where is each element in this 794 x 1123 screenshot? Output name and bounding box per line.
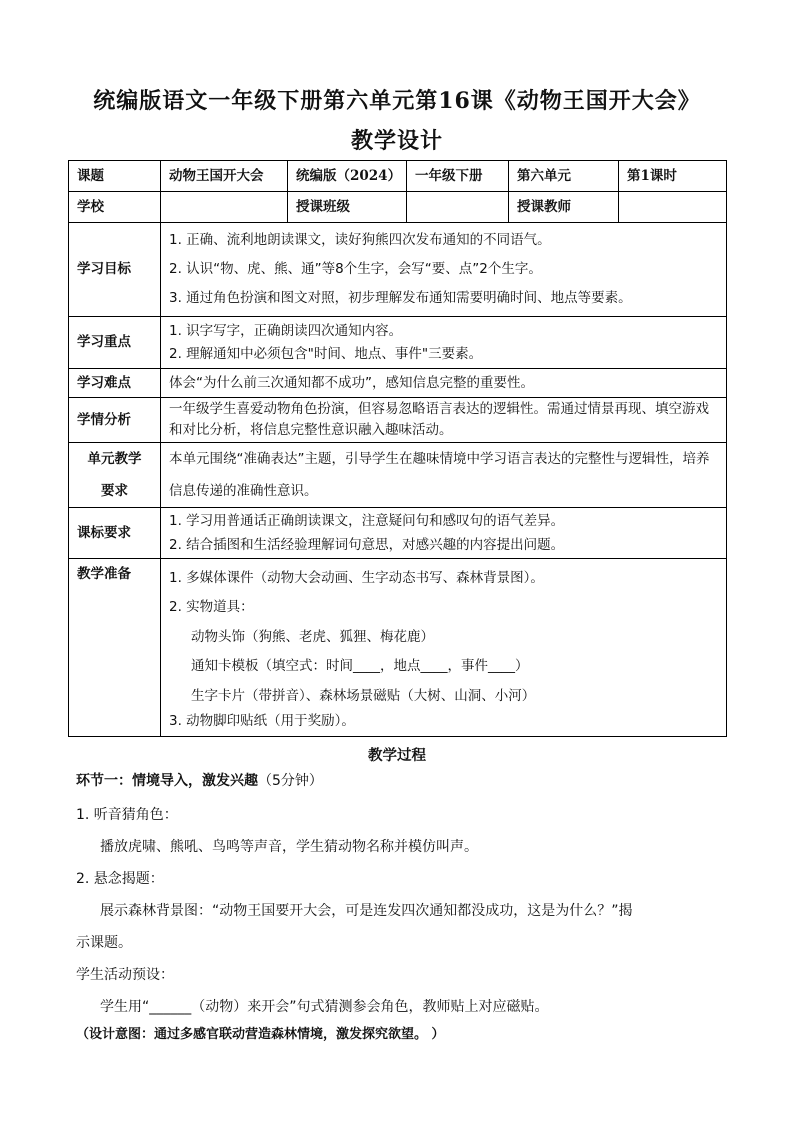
standard-line: 1. 学习用普通话正确朗读课文，注意疑问句和感叹句的语气差异。 [169, 513, 565, 529]
analysis-text: 一年级学生喜爱动物角色扮演，但容易忽略语言表达的逻辑性。需通过情景再现、填空游戏和对比分析，将信息完整性意识融入趣味活动。 [161, 398, 727, 443]
process-title: 教学过程 [368, 747, 426, 764]
row-learning-goals [69, 223, 727, 317]
row-preparation [69, 559, 727, 737]
standard-label: 课标要求 [69, 508, 161, 559]
step1-time: （5分钟） [258, 773, 323, 789]
goal-line: 2. 认识“物、虎、熊、通”等8个生字，会写“要、点”2个生字。 [169, 261, 542, 277]
step1-heading [76, 772, 323, 792]
cell-school-value [161, 192, 288, 223]
prep-subline: 通知卡模板（填空式：时间____，地点____，事件____） [191, 658, 529, 675]
document-title: 统编版语文一年级下册第六单元第16课《动物王国开大会》 [93, 88, 701, 114]
item1-heading: 1. 听音猜角色： [76, 807, 178, 823]
cell-teacher-value [619, 192, 727, 223]
cell-class-label: 授课班级 [288, 192, 407, 223]
info-row-1 [69, 161, 727, 192]
prep-line: 1. 多媒体课件（动物大会动画、生字动态书写、森林背景图）。 [169, 569, 544, 586]
analysis-label: 学情分析 [69, 398, 161, 443]
item2-text-line1: 展示森林背景图：“动物王国要开大会，可是连发四次通知都没成功，这是为什么？”揭 [100, 903, 633, 919]
item2-text-line2: 示课题。 [76, 935, 132, 951]
row-curriculum-standard [69, 508, 727, 559]
cell-period: 第1课时 [619, 161, 727, 192]
prep-label: 教学准备 [69, 559, 161, 737]
unit-label-line1: 单元教学 [87, 451, 142, 467]
standard-line: 2. 结合插图和生活经验理解词句意思，对感兴趣的内容提出问题。 [169, 537, 565, 553]
key-line: 2. 理解通知中必须包含"时间、地点、事件"三要素。 [169, 345, 483, 362]
row-unit-requirement [69, 443, 727, 508]
step1-title: 环节一：情境导入，激发兴趣 [76, 773, 258, 789]
goal-line: 3. 通过角色扮演和图文对照，初步理解发布通知需要明确时间、地点等要素。 [169, 290, 632, 306]
goals-content [161, 223, 727, 317]
cell-school-label: 学校 [69, 192, 161, 223]
row-analysis [69, 398, 727, 443]
info-row-2 [69, 192, 727, 223]
cell-grade: 一年级下册 [407, 161, 509, 192]
prep-line: 3. 动物脚印贴纸（用于奖励）。 [169, 713, 355, 730]
item1-text: 播放虎啸、熊吼、鸟鸣等声音，学生猜动物名称并模仿叫声。 [100, 839, 478, 855]
key-line: 1. 识字写字，正确朗读四次通知内容。 [169, 322, 403, 339]
cell-class-value [407, 192, 509, 223]
cell-topic-label: 课题 [69, 161, 161, 192]
design-intent: （设计意图：通过多感官联动营造森林情境，激发探究欲望。 ） [76, 1027, 445, 1042]
cell-topic-value: 动物王国开大会 [161, 161, 288, 192]
goals-label: 学习目标 [69, 223, 161, 317]
difficulty-text: 体会“为什么前三次通知都不成功”，感知信息完整的重要性。 [161, 369, 727, 398]
unit-text: 本单元围绕“准确表达”主题，引导学生在趣味情境中学习语言表达的完整性与逻辑性，培养信息传递的准确性意识。 [161, 443, 727, 508]
item2-heading: 2. 悬念揭题： [76, 871, 164, 887]
prep-subline: 动物头饰（狗熊、老虎、狐狸、梅花鹿） [191, 628, 434, 645]
difficulty-label: 学习难点 [69, 369, 161, 398]
row-difficulty [69, 369, 727, 398]
prep-subline: 生字卡片（带拼音）、森林场景磁贴（大树、山洞、小河） [191, 687, 536, 704]
cell-unit: 第六单元 [509, 161, 619, 192]
document-subtitle: 教学设计 [350, 128, 443, 154]
cell-teacher-label: 授课教师 [509, 192, 619, 223]
cell-edition: 统编版（2024） [288, 161, 407, 192]
activity-text: 学生用“______（动物）来开会”句式猜测参会角色，教师贴上对应磁贴。 [100, 999, 549, 1015]
key-content [161, 317, 727, 369]
activity-label: 学生活动预设： [76, 967, 174, 983]
standard-content [161, 508, 727, 559]
prep-line: 2. 实物道具： [169, 599, 254, 616]
key-label: 学习重点 [69, 317, 161, 369]
prep-content [161, 559, 727, 737]
goal-line: 1. 正确、流利地朗读课文，读好狗熊四次发布通知的不同语气。 [169, 232, 551, 248]
row-key-points [69, 317, 727, 369]
unit-label-line2: 要求 [101, 483, 128, 499]
unit-label [69, 443, 161, 508]
lesson-info-table [68, 160, 727, 737]
